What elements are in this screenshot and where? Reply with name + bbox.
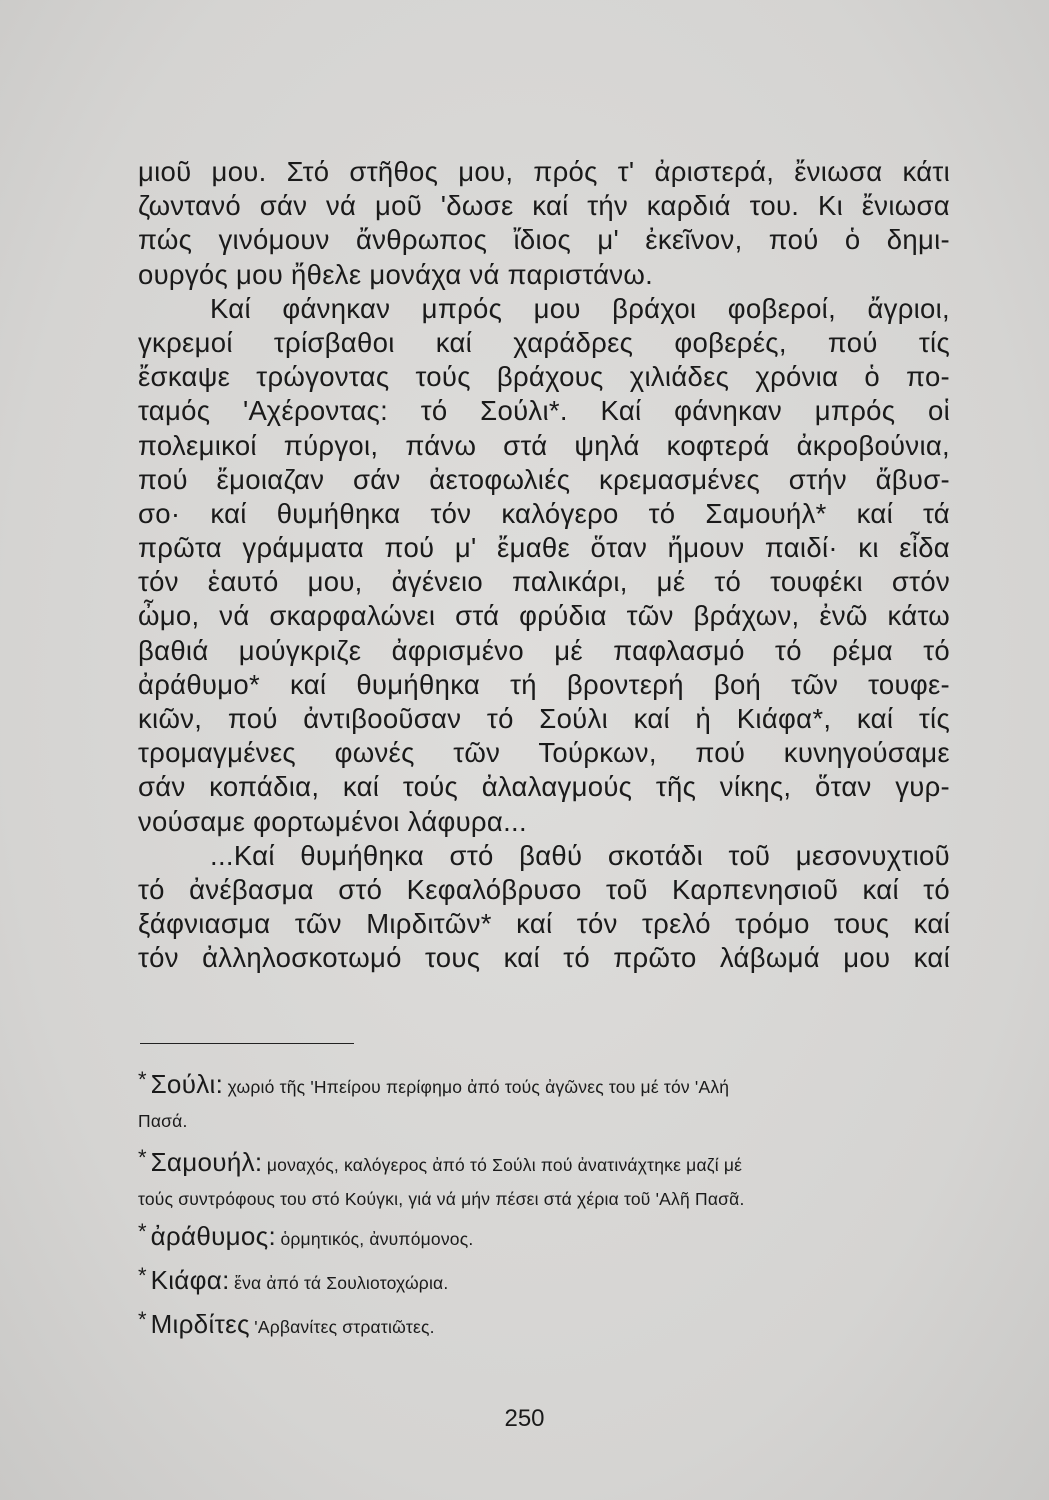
footnote-star: * [138, 1219, 147, 1244]
text-line: ουργός μου ἤθελε μονάχα νά παριστάνω. [138, 258, 654, 290]
text-line: ζωντανό σάν νά μοῦ 'δωσε καί τήν καρδιά του. Κι ἔνιωσα [138, 190, 950, 222]
text-line: ξάφνιασμα τῶν Μιρδιτῶν* καί τόν τρελό τρόμο τους καί [138, 908, 950, 940]
text-line: μιοῦ μου. Στό στῆθος μου, πρός τ' ἀριστερά, ἔνιωσα κάτι [138, 156, 950, 187]
text-line: κιῶν, πού ἀντιβοοῦσαν τό Σούλι καί ἡ Κιάφα*, καί τίς [138, 703, 950, 734]
footnote-term: Κιάφα: [150, 1265, 230, 1295]
text-line: ἀράθυμο* καί θυμήθηκα τή βροντερή βοή τῶν τουφε- [138, 668, 950, 700]
footnote-term: ἀράθυμος: [150, 1221, 276, 1251]
text-line: τρομαγμένες φωνές τῶν Τούρκων, πού κυνηγούσαμε [138, 737, 950, 769]
text-line: νούσαμε φορτωμένοι λάφυρα... [138, 805, 527, 837]
text-line: τόν ἑαυτό μου, ἀγένειο παλικάρι, μέ τό τουφέκι στόν [138, 566, 950, 598]
footnote-definition: χωριό τῆς 'Ηπείρου περίφημο ἀπό τούς ἀγῶνες του μέ τόν 'Αλή [227, 1077, 730, 1097]
text-line: γκρεμοί τρίσβαθοι καί χαράδρες φοβερές, πού τίς [138, 326, 950, 358]
footnote-star: * [138, 1067, 147, 1092]
footnote-term: Μιρδίτες [150, 1309, 250, 1339]
text-line: πολεμικοί πύργοι, πάνω στά ψηλά κοφτερά ἀκροβούνια, [138, 429, 950, 461]
footnote-continuation: Πασά. [138, 1111, 188, 1131]
footnote-star: * [138, 1145, 147, 1170]
footnote-arathymos [138, 1214, 950, 1258]
footnote-samouil [138, 1140, 950, 1214]
text-line: πού ἔμοιαζαν σάν ἀετοφωλιές κρεμασμένες στήν ἄβυσ- [138, 463, 950, 495]
footnote-definition: μοναχός, καλόγερος ἀπό τό Σούλι πού ἀνατινάχτηκε μαζί μέ [266, 1155, 743, 1175]
main-text [138, 155, 950, 976]
footnotes [138, 1062, 950, 1346]
footnote-definition: ἕνα ἀπό τά Σουλιοτοχώρια. [234, 1273, 449, 1293]
text-line: ὦμο, νά σκαρφαλώνει στά φρύδια τῶν βράχων, ἐνῶ κάτω [138, 600, 950, 632]
text-line: ἔσκαψε τρώγοντας τούς βράχους χιλιάδες χρόνια ὁ πο- [138, 361, 950, 393]
text-line: ...Καί θυμήθηκα στό βαθύ σκοτάδι τοῦ μεσονυχτιοῦ [210, 839, 950, 871]
footnote-definition: 'Αρβανίτες στρατιῶτες. [254, 1317, 435, 1337]
footnote-continuation: τούς συντρόφους του στό Κούγκι, γιά νά μήν πέσει στά χέρια τοῦ 'Αλῆ Πασᾶ. [138, 1189, 745, 1209]
footnote-star: * [138, 1263, 147, 1288]
text-line: ταμός 'Αχέροντας: τό Σούλι*. Καί φάνηκαν μπρός οἱ [138, 395, 950, 427]
text-line: πώς γινόμουν ἄνθρωπος ἴδιος μ' ἐκεῖνον, πού ὁ δημι- [138, 224, 950, 256]
footnote-separator [140, 1043, 354, 1044]
text-line: Καί φάνηκαν μπρός μου βράχοι φοβεροί, ἄγριοι, [210, 292, 950, 324]
page-number: 250 [504, 1405, 545, 1432]
text-line: πρῶτα γράμματα πού μ' ἔμαθε ὅταν ἤμουν παιδί· κι εἶδα [138, 532, 950, 564]
footnote-star: * [138, 1307, 147, 1332]
footnote-mirdites [138, 1302, 950, 1346]
text-line: σο· καί θυμήθηκα τόν καλόγερο τό Σαμουήλ* καί τά [138, 497, 950, 529]
footnote-definition: ὁρμητικός, ἀνυπόμονος. [280, 1229, 474, 1249]
footnote-term: Σούλι: [150, 1069, 224, 1099]
footnote-kiafa [138, 1258, 950, 1302]
footnote-term: Σαμουήλ: [150, 1147, 263, 1177]
footnote-souli [138, 1062, 950, 1136]
text-line: σάν κοπάδια, καί τούς ἀλαλαγμούς τῆς νίκης, ὅταν γυρ- [138, 771, 950, 803]
text-line: βαθιά μούγκριζε ἀφρισμένο μέ παφλασμό τό ρέμα τό [138, 634, 950, 666]
text-line: τόν ἀλληλοσκοτωμό τους καί τό πρῶτο λάβωμά μου καί [138, 942, 950, 974]
text-line: τό ἀνέβασμα στό Κεφαλόβρυσο τοῦ Καρπενησιοῦ καί τό [138, 873, 950, 905]
